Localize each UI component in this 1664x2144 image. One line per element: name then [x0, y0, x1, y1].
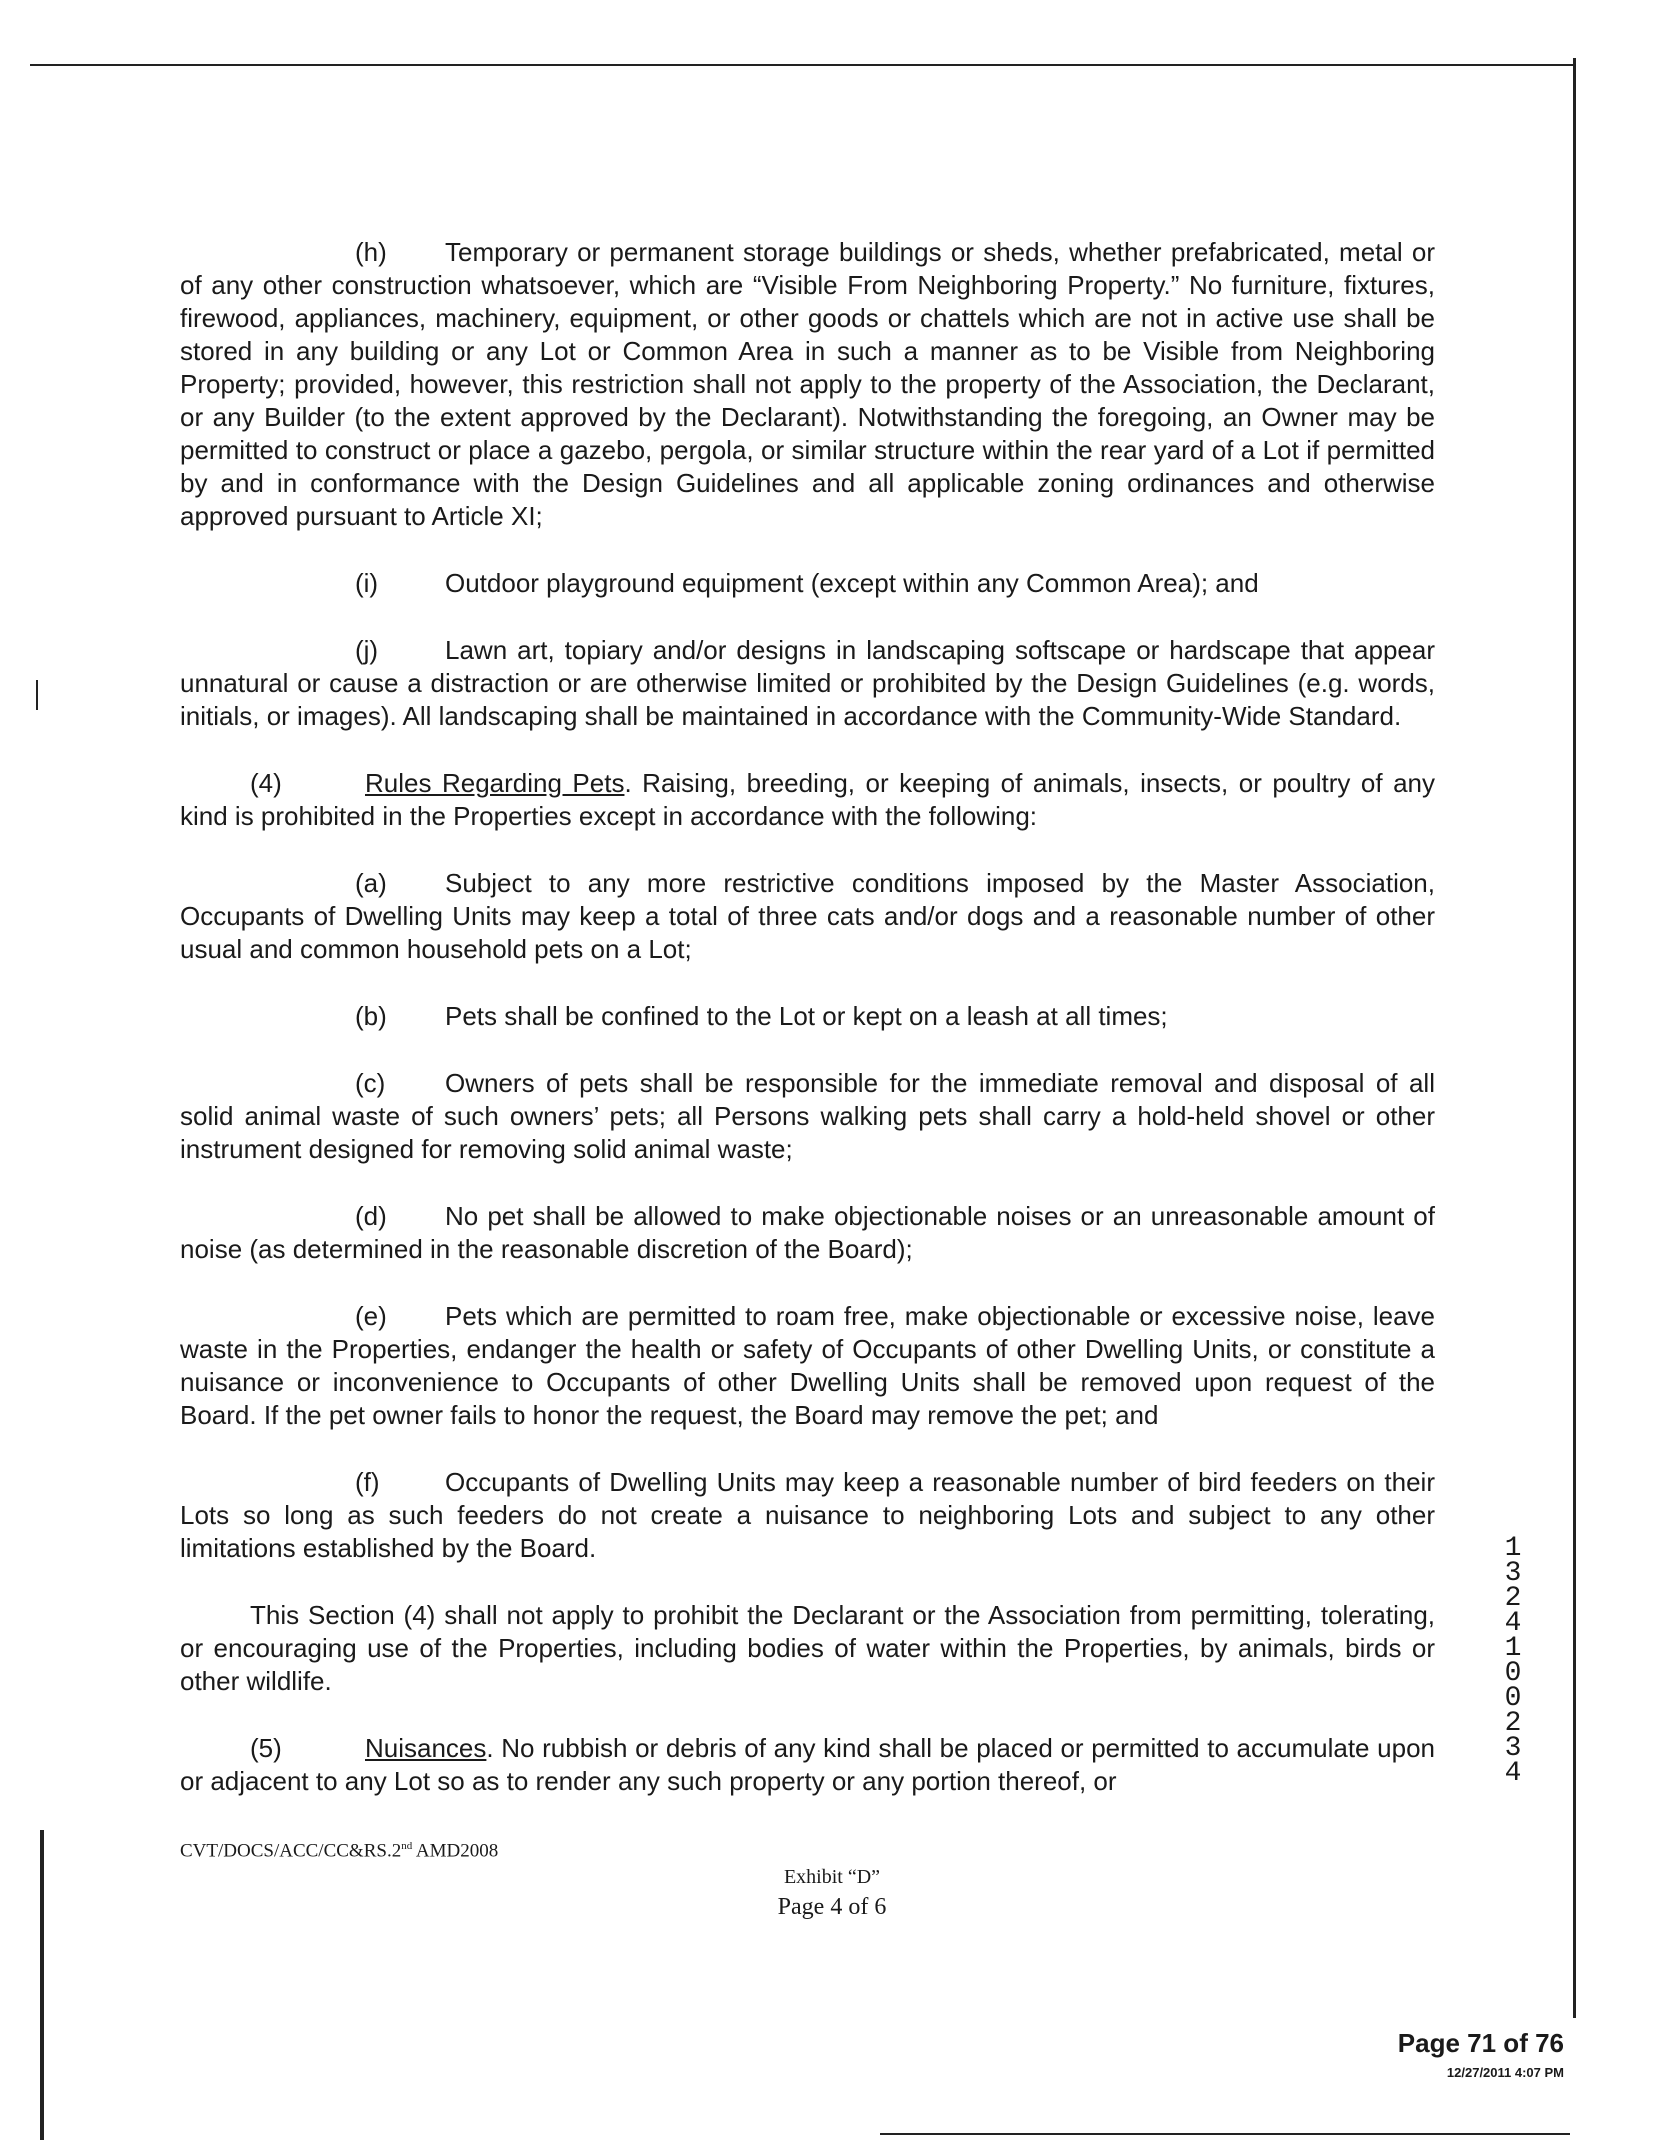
bottom-border-line: [880, 2133, 1570, 2135]
paragraph-label: (f): [355, 1467, 380, 1497]
section-4-pets: [180, 767, 1435, 833]
section-heading: Rules Regarding Pets: [365, 768, 625, 798]
left-margin-tick: [36, 680, 38, 710]
paragraph-label: (a): [355, 868, 387, 898]
paragraph-i: [180, 567, 1435, 600]
paragraph-c: [180, 1067, 1435, 1166]
document-code-sup: nd: [401, 1840, 413, 1852]
paragraph-text: Subject to any more restrictive conditions imposed by the Master Association, Occupants of Dwelling Units may keep a total of three cats and/or dogs and a reasonable number of other usual and common household pets on a Lot;: [180, 868, 1435, 964]
section-text: . No rubbish or debris of any kind shall be placed or permitted to accumulate upon or adjacent to any Lot so as to render any such property or any portion thereof, or: [180, 1733, 1435, 1796]
paragraph-label: (b): [355, 1001, 387, 1031]
exhibit-footer: [0, 1862, 1664, 1922]
section-label: (5): [250, 1733, 282, 1763]
paragraph-label: (e): [355, 1301, 387, 1331]
right-border-line: [1573, 58, 1576, 2018]
paragraph-label: (c): [355, 1068, 386, 1098]
exhibit-label: Exhibit “D”: [783, 1866, 881, 1888]
paragraph-f: [180, 1466, 1435, 1565]
paragraph-text: Occupants of Dwelling Units may keep a reasonable number of bird feeders on their Lots so long as such feeders do not create a nuisance to neighboring Lots and subject to any other limitations established by the Board.: [180, 1467, 1435, 1563]
recording-stamp: 13241 00234: [1504, 1533, 1522, 1789]
paragraph-label: (j): [355, 635, 379, 665]
section-label: (4): [250, 768, 282, 798]
section-text: . Raising, breeding, or keeping of animals, insects, or poultry of any kind is prohibited in the Properties except in accordance with the following:: [180, 768, 1435, 831]
paragraph-j: [180, 634, 1435, 733]
paragraph-text: Lawn art, topiary and/or designs in landscaping softscape or hardscape that appear unnatural or cause a distraction or are otherwise limited or prohibited by the Design Guidelines (e.g. words, initials, or images). All landscaping shall be maintained in accordance with the Community-Wide Standard.: [180, 635, 1435, 731]
paragraph-text: Temporary or permanent storage buildings or sheds, whether prefabricated, metal or of any other construction whatsoever, which are “Visible From Neighboring Property.” No furniture, fixtures, firewood, appliances, machinery, equipment, or other goods or chattels which are not in active use shall be stored in any building or any Lot or Common Area in such a manner as to be Visible from Neighboring Property; provided, however, this restriction shall not apply to the property of the Association, the Declarant, or any Builder (to the extent approved by the Declarant). Notwithstanding the foregoing, an Owner may be permitted to construct or place a gazebo, pergola, or similar structure within the rear yard of a Lot if permitted by and in conformance with the Design Guidelines and all applicable zoning ordinances and otherwise approved pursuant to Article XI;: [180, 237, 1435, 531]
paragraph-text: No pet shall be allowed to make objectionable noises or an unreasonable amount of noise (as determined in the reasonable discretion of the Board);: [180, 1201, 1435, 1264]
section-4-note: This Section (4) shall not apply to prohibit the Declarant or the Association from permitting, tolerating, or encouraging use of the Properties, including bodies of water within the Properties, by animals, birds or other wildlife.: [180, 1600, 1435, 1696]
paragraph-b: [180, 1000, 1435, 1033]
print-timestamp: 12/27/2011 4:07 PM: [1446, 2065, 1564, 2080]
document-body: [180, 236, 1435, 1832]
page-count: Page 71 of 76: [1397, 2028, 1564, 2058]
exhibit-page: Page 4 of 6: [777, 1894, 887, 1920]
document-code: [180, 1840, 498, 1862]
document-code-prefix: CVT/DOCS/ACC/CC&RS.2: [180, 1840, 402, 1862]
paragraph-text: Owners of pets shall be responsible for the immediate removal and disposal of all solid animal waste of such owners’ pets; all Persons walking pets shall carry a hold-held shovel or other instrument designed for removing solid animal waste;: [180, 1068, 1435, 1164]
paragraph-label: (h): [355, 237, 387, 267]
paragraph-label: (i): [355, 568, 379, 598]
section-heading: Nuisances: [365, 1733, 487, 1763]
paragraph-label: (d): [355, 1201, 387, 1231]
paragraph-text: Pets which are permitted to roam free, make objectionable or excessive noise, leave waste in the Properties, endanger the health or safety of Occupants of other Dwelling Units, or constitute a nuisance or inconvenience to Occupants of other Dwelling Units shall be removed upon request of the Board. If the pet owner fails to honor the request, the Board may remove the pet; and: [180, 1301, 1435, 1430]
paragraph-d: [180, 1200, 1435, 1266]
paragraph-h: [180, 236, 1435, 533]
document-code-suffix: AMD2008: [412, 1840, 499, 1862]
paragraph-a: [180, 867, 1435, 966]
section-5-nuisances: [180, 1732, 1435, 1798]
paragraph-e: [180, 1300, 1435, 1432]
paragraph-text: Outdoor playground equipment (except within any Common Area); and: [445, 568, 1259, 598]
paragraph-text: Pets shall be confined to the Lot or kept on a leash at all times;: [445, 1001, 1168, 1031]
top-border-line: [30, 64, 1575, 66]
